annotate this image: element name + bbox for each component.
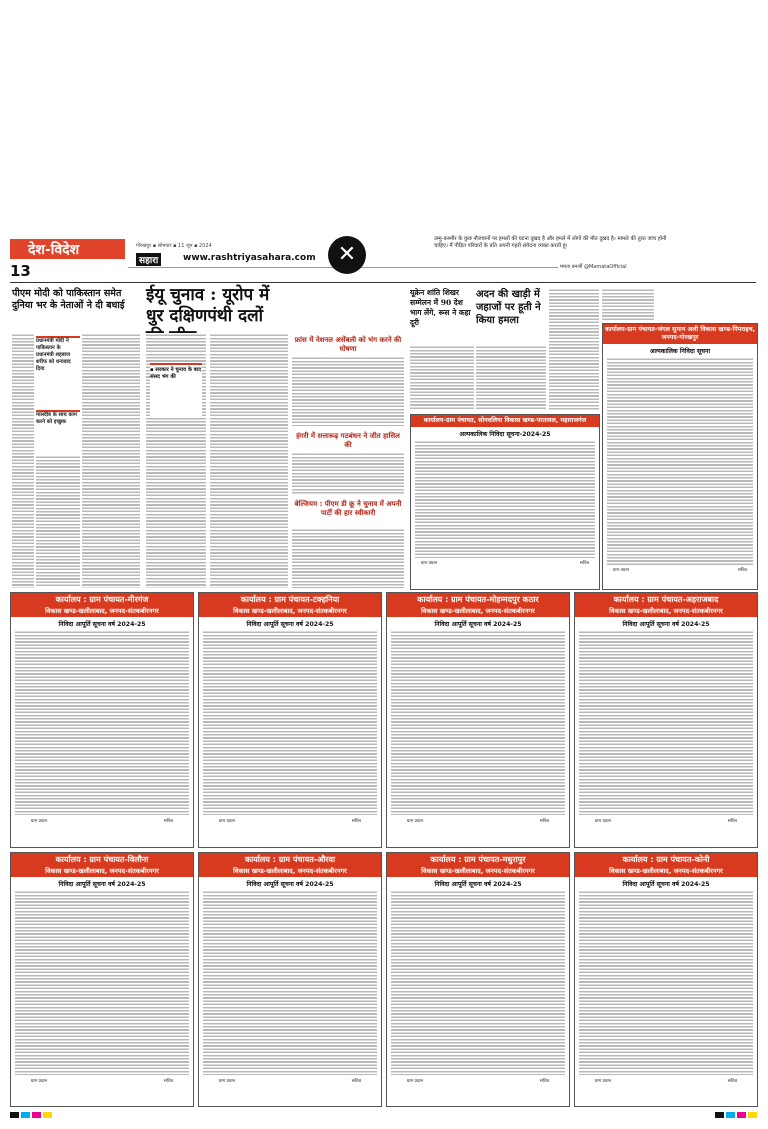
- x-post-text: उम्मु-कश्मीर के कुछ नौजवानों पर हमलों की घटना दुखद है और हमले में लोगों की मौत दुखद है। मामले की तुरंत जांच होनी चाहिए। मैं पीड़ित परिवारों के प्रति अपनी गहरी संवेदना व्यक्त करती हूं।: [434, 236, 667, 249]
- notice-top-mid: [410, 414, 600, 590]
- notice-body: [579, 630, 753, 815]
- signature-right: सचिव: [579, 561, 589, 566]
- signature-left: ग्राम प्रधान: [595, 819, 612, 824]
- notice-block: विकास खण्ड-खलीलाबाद, जनपद-संतकबीरनगर: [199, 867, 381, 877]
- signature-right: सचिव: [727, 819, 737, 824]
- section-header-band: [10, 239, 125, 259]
- notice-block: विकास खण्ड-खलीलाबाद, जनपद-संतकबीरनगर: [575, 607, 757, 617]
- signature-left: ग्राम प्रधान: [421, 561, 438, 566]
- pull-quote-text: मालदीव के साथ काम करने को इच्छुक: [36, 412, 77, 425]
- notice-block: विकास खण्ड-खलीलाबाद, जनपद-संतकबीरनगर: [387, 607, 569, 617]
- notice-title: कार्यालय : ग्राम पंचायत-टक्हनिया: [199, 593, 381, 607]
- signature-right: सचिव: [351, 1078, 361, 1084]
- lead-body-col4: [292, 452, 404, 494]
- signature-left: ग्राम प्रधान: [407, 1078, 424, 1084]
- notice-subtitle: अल्पकालिक निविदा सूचना-2024-25: [459, 431, 551, 438]
- notice-top-right: [602, 323, 758, 590]
- website: www.rashtriyasahara.com: [183, 253, 316, 263]
- notice-body: [203, 630, 377, 815]
- signature-right: सचिव: [737, 568, 747, 573]
- notice-title: कार्यालय : ग्राम पंचायत-कोनी: [575, 853, 757, 867]
- lead-sub3: बेल्जियम : पीएम डी क्रू ने चुनाव में अपनी पार्टी की हार स्वीकारी: [294, 500, 402, 517]
- top-rule: [10, 282, 756, 283]
- notice-body: [607, 357, 753, 565]
- paper-logo: सहारा: [136, 253, 161, 266]
- notice-block: विकास खण्ड-खलीलाबाद, जनपद-संतकबीरनगर: [575, 867, 757, 877]
- lead-quote-box: [150, 363, 202, 417]
- left-pullquote-2: [36, 410, 80, 452]
- notice-subtitle: निविदा आपूर्ति सूचना वर्ष 2024-25: [434, 621, 522, 628]
- color-registration-marks-right: [715, 1112, 757, 1118]
- signature-right: सचिव: [539, 819, 549, 824]
- lead-sub1: फ्रांस में नेशनल असेंबली को भंग करने की घोषणा: [294, 336, 402, 353]
- city-date: गोरखपुर ▪ सोमवार ▪ 11 जून ▪ 2024: [136, 243, 212, 249]
- notice-subtitle: अल्पकालिक निविदा सूचना: [649, 348, 711, 355]
- notice-box: [10, 852, 194, 1108]
- left-story-col2: [82, 333, 140, 588]
- notice-subtitle: निविदा आपूर्ति सूचना वर्ष 2024-25: [622, 880, 710, 888]
- color-registration-marks-left: [10, 1112, 52, 1118]
- notice-body: [15, 890, 189, 1075]
- notice-block: विकास खण्ड-खलीलाबाद, जनपद-संतकबीरनगर: [387, 867, 569, 877]
- mid-headline: यूक्रेन शांति शिखर सम्मेलन में 90 देश भाग लेंगे, रूस ने कहा दूरी: [410, 288, 471, 327]
- section-title: देश-विदेश: [28, 242, 80, 258]
- notice-box: [198, 592, 382, 848]
- notice-subtitle: निविदा आपूर्ति सूचना वर्ष 2024-25: [246, 880, 334, 888]
- notice-box: [386, 592, 570, 848]
- left-headline: पीएम मोदी को पाकिस्तान समेत दुनिया भर के नेताओं ने दी बधाई: [12, 288, 125, 311]
- signature-right: सचिव: [351, 819, 361, 824]
- aden-body-col2: [549, 288, 599, 410]
- signature-right: सचिव: [727, 1078, 737, 1084]
- notice-body: [391, 630, 565, 815]
- notice-block: विकास खण्ड-खलीलाबाद, जनपद-संतकबीरनगर: [199, 607, 381, 617]
- notice-title: कार्यालय : ग्राम पंचायत-मोहम्मदपुर कठार: [387, 593, 569, 607]
- signature-left: ग्राम प्रधान: [407, 819, 424, 824]
- notice-box: [574, 592, 758, 848]
- notice-body: [579, 890, 753, 1075]
- notice-subtitle: निविदा आपूर्ति सूचना वर्ष 2024-25: [434, 880, 522, 888]
- notice-title: कार्यालय : ग्राम पंचायत-अहराजबाद: [575, 593, 757, 607]
- aden-body-col1: [476, 345, 546, 410]
- notice-title: कार्यालय-ग्राम पंचायत, सोनवलिया विकास खण्ड-परतावल, महाराजगंज: [411, 415, 599, 427]
- notice-box: [10, 592, 194, 848]
- notice-subtitle: निविदा आपूर्ति सूचना वर्ष 2024-25: [58, 880, 146, 888]
- notice-body: [391, 890, 565, 1075]
- notice-subtitle: निविदा आपूर्ति सूचना वर्ष 2024-25: [246, 621, 334, 628]
- x-handle: ममता बनर्जी @MamataOfficial: [560, 264, 627, 270]
- aden-body-col3: [602, 288, 654, 320]
- page-number: 13: [10, 262, 31, 280]
- notice-title: कार्यालय-ग्राम पंचायत-जंगल सुमान अली विकास खण्ड-पिपराइच, जनपद-गोरखपुर: [603, 324, 757, 344]
- notice-body: [415, 440, 595, 558]
- signature-left: ग्राम प्रधान: [219, 819, 236, 824]
- signature-right: सचिव: [163, 1078, 173, 1084]
- mid-body: [410, 345, 474, 410]
- notice-title: कार्यालय : ग्राम पंचायत-मधुरापुर: [387, 853, 569, 867]
- notice-box: [386, 852, 570, 1108]
- left-pullquote-1: [36, 336, 80, 408]
- aden-headline: अदन की खाड़ी में जहाजों पर हूती ने किया हमला: [476, 289, 541, 326]
- notice-body: [203, 890, 377, 1075]
- signature-left: ग्राम प्रधान: [219, 1078, 236, 1084]
- lead-body-col2: [210, 333, 288, 588]
- lead-quote-text: ▪ सरकार ने चुनाव के बाद संसद भंग की: [150, 367, 202, 380]
- notice-title: कार्यालय : ग्राम पंचायत-मीरगंज: [11, 593, 193, 607]
- lead-sub2: हंगरी में सत्तारूढ़ गठबंधन ने जीत हासिल की: [296, 432, 400, 449]
- left-story-body: [12, 333, 34, 588]
- notice-title: कार्यालय : ग्राम पंचायत-विलौना: [11, 853, 193, 867]
- notices-grid: [10, 592, 758, 1107]
- notice-subtitle: निविदा आपूर्ति सूचना वर्ष 2024-25: [58, 621, 146, 628]
- notice-box: [574, 852, 758, 1108]
- signature-left: ग्राम प्रधान: [31, 819, 48, 824]
- x-logo-icon: ✕: [328, 236, 366, 274]
- notice-block: विकास खण्ड-खलीलाबाद, जनपद-संतकबीरनगर: [11, 867, 193, 877]
- signature-right: सचिव: [539, 1078, 549, 1084]
- signature-left: ग्राम प्रधान: [595, 1078, 612, 1084]
- left-story-col1b: [36, 455, 80, 588]
- lead-body-col3: [292, 356, 404, 426]
- notice-body: [15, 630, 189, 815]
- notice-block: विकास खण्ड-खलीलाबाद, जनपद-संतकबीरनगर: [11, 607, 193, 617]
- signature-left: ग्राम प्रधान: [613, 568, 630, 573]
- signature-right: सचिव: [163, 819, 173, 824]
- pull-quote-text: प्रधानमंत्री मोदी ने पाकिस्तान के प्रधानमंत्री शहबाज शरीफ को धन्यवाद दिया: [36, 338, 71, 372]
- notice-box: [198, 852, 382, 1108]
- lead-body-col5: [292, 528, 404, 588]
- notice-subtitle: निविदा आपूर्ति सूचना वर्ष 2024-25: [622, 621, 710, 628]
- lead-headline: ईयू चुनाव : यूरोप में धुर दक्षिणपंथी दलों: [146, 285, 270, 326]
- notice-title: कार्यालय : ग्राम पंचायत-औरवा: [199, 853, 381, 867]
- signature-left: ग्राम प्रधान: [31, 1078, 48, 1084]
